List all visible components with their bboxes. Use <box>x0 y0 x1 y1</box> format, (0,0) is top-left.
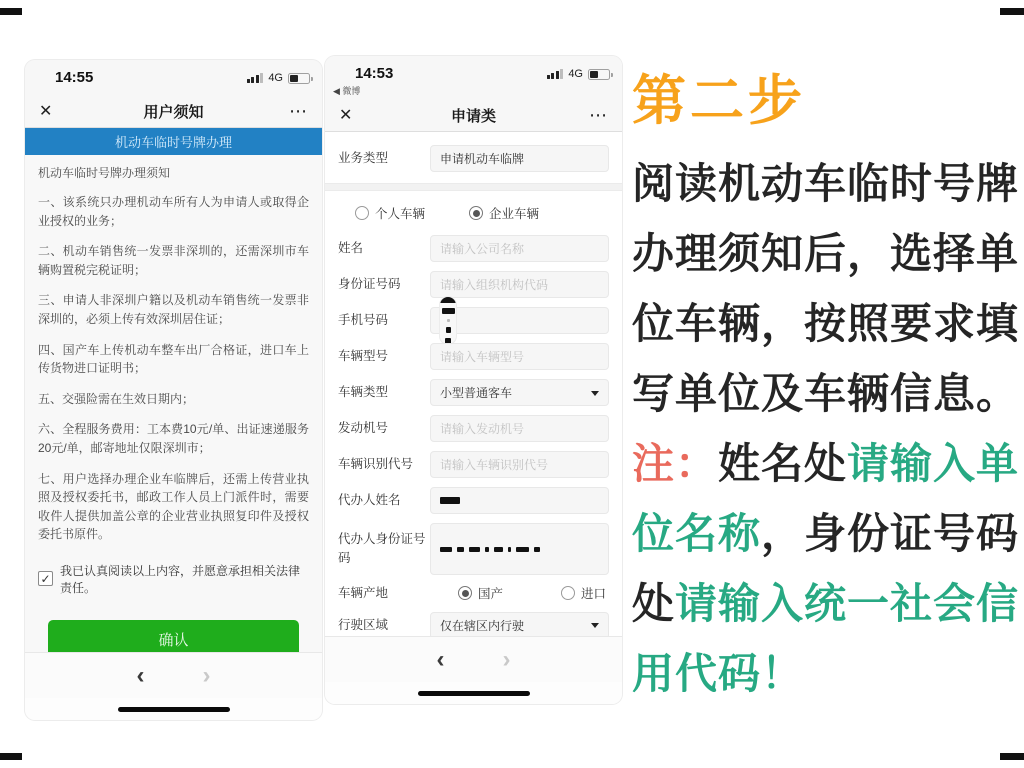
radio-domestic[interactable] <box>458 584 503 602</box>
edge-mark <box>1000 8 1024 15</box>
field-label: 发动机号 <box>338 421 389 436</box>
agreement-row <box>38 562 309 596</box>
vehicle-model-input[interactable] <box>430 343 609 370</box>
field-label: 业务类型 <box>338 151 389 166</box>
right-phone-screenshot <box>325 56 622 704</box>
id-number-input[interactable] <box>430 271 609 298</box>
annotation-line: 写单位及车辆信息。 <box>632 370 1020 417</box>
notice-item: 五、交强险需在生效日期内； <box>38 391 195 406</box>
back-to-app-indicator[interactable]: ◀ 微博 <box>333 86 361 96</box>
name-row <box>338 235 609 262</box>
vehicle-model-row <box>338 343 609 370</box>
home-indicator-area <box>325 682 622 704</box>
note-prefix: 注： <box>632 440 719 487</box>
vin-input[interactable] <box>430 451 609 478</box>
placeholder-text: 请输入车辆识别代号 <box>440 458 549 472</box>
agent-name-row <box>338 487 609 514</box>
agreement-checkbox[interactable]: ✓ <box>38 571 53 586</box>
placeholder-text: 请输入公司名称 <box>440 242 525 256</box>
field-label: 手机号码 <box>338 313 389 328</box>
engine-number-row <box>338 415 609 442</box>
field-label: 身份证号码 <box>338 277 401 292</box>
annotation-note-line <box>632 569 1024 639</box>
phone-number-row <box>338 307 609 334</box>
service-banner: 机动车临时号牌办理 <box>25 128 322 155</box>
placeholder-text: 请输入发动机号 <box>440 422 525 436</box>
radio-label: 个人车辆 <box>375 207 426 221</box>
step-title: 第二步 <box>632 71 806 131</box>
radio-circle-icon <box>355 206 369 220</box>
driving-area-select[interactable] <box>430 612 609 636</box>
notice-body <box>25 155 322 652</box>
agent-name-input[interactable] <box>430 487 609 514</box>
owner-type-radio-group <box>355 204 609 222</box>
radio-circle-selected-icon <box>458 586 472 600</box>
left-bottom-toolbar <box>25 652 322 698</box>
radio-company-vehicle[interactable] <box>469 204 539 222</box>
more-menu-icon[interactable]: ⋯ <box>589 105 608 126</box>
notice-title: 机动车临时号牌办理须知 <box>38 166 171 180</box>
notice-item: 二、机动车销售统一发票非深圳的，还需深圳市车辆购置税完税证明； <box>38 244 309 277</box>
note-segment: 用代码！ <box>632 650 805 697</box>
field-label: 车辆类型 <box>338 385 389 400</box>
section-separator <box>325 183 622 191</box>
radio-circle-icon <box>561 586 575 600</box>
close-icon[interactable]: ✕ <box>339 106 353 124</box>
field-label: 车辆识别代号 <box>338 457 414 472</box>
field-value: 申请机动车临牌 <box>440 152 525 166</box>
dropdown-caret-icon <box>591 391 599 396</box>
origin-row <box>338 584 609 603</box>
field-label: 车辆型号 <box>338 349 389 364</box>
confirm-button[interactable]: 确认 <box>48 620 299 652</box>
field-label: 行驶区域 <box>338 617 389 632</box>
radio-label: 国产 <box>478 587 504 602</box>
phone-number-input[interactable] <box>430 307 609 334</box>
note-segment: 姓名处 <box>718 440 848 487</box>
note-segment: 处 <box>632 580 676 627</box>
redacted-value <box>440 547 540 552</box>
more-menu-icon[interactable]: ⋯ <box>289 101 308 122</box>
network-type-label: 4G <box>268 72 283 84</box>
signal-strength-icon <box>247 73 264 83</box>
battery-icon <box>588 69 610 80</box>
origin-radio-group <box>430 584 609 602</box>
edge-mark <box>0 8 22 15</box>
right-bottom-toolbar <box>325 636 622 682</box>
clock: 14:53 <box>355 65 394 82</box>
home-indicator <box>118 707 230 712</box>
right-status-bar <box>325 56 622 100</box>
page-title: 申请类 <box>450 108 496 125</box>
edge-mark <box>0 753 22 760</box>
application-form <box>325 132 622 636</box>
network-type-label: 4G <box>568 68 583 80</box>
left-nav-bar <box>25 96 322 128</box>
back-chevron-icon[interactable]: ‹ <box>436 645 445 673</box>
field-label: 代办人姓名 <box>338 493 401 508</box>
note-segment: 请输入统一社会信 <box>675 580 1020 627</box>
note-segment: 位名称 <box>632 510 762 557</box>
business-type-input[interactable] <box>430 145 609 172</box>
annotation-note-line <box>632 639 1024 709</box>
redacted-value <box>440 297 456 344</box>
radio-circle-selected-icon <box>469 206 483 220</box>
selected-option: 仅在辖区内行驶 <box>440 618 525 633</box>
notice-item: 一、该系统只办理机动车所有人为申请人或取得企业授权的业务； <box>38 195 309 228</box>
annotation-note-line <box>632 499 1024 569</box>
radio-imported[interactable] <box>561 584 606 602</box>
redacted-value <box>440 497 460 504</box>
annotation-note-line <box>632 429 1024 499</box>
note-segment: ，身份证号码 <box>761 510 1020 557</box>
forward-chevron-icon[interactable]: › <box>502 645 511 673</box>
back-chevron-icon[interactable]: ‹ <box>136 661 145 689</box>
id-number-row <box>338 271 609 298</box>
forward-chevron-icon[interactable]: › <box>202 661 211 689</box>
battery-icon <box>288 73 310 84</box>
dropdown-caret-icon <box>591 623 599 628</box>
radio-personal-vehicle[interactable] <box>355 204 425 222</box>
annotation-line: 办理须知后，选择单 <box>632 230 1020 277</box>
name-input[interactable] <box>430 235 609 262</box>
left-status-bar <box>25 60 322 96</box>
field-label: 姓名 <box>338 241 364 256</box>
agreement-label: 我已认真阅读以上内容，并愿意承担相关法律责任。 <box>60 563 301 595</box>
selected-option: 小型普通客车 <box>440 386 513 400</box>
agent-id-row <box>338 523 609 575</box>
home-indicator <box>418 691 530 696</box>
placeholder-text: 请输入组织机构代码 <box>440 278 549 292</box>
field-label: 车辆产地 <box>338 586 389 600</box>
left-phone-screenshot <box>25 60 322 720</box>
vehicle-type-row <box>338 379 609 406</box>
radio-label: 企业车辆 <box>489 207 540 221</box>
signal-strength-icon <box>547 69 564 79</box>
notice-item: 六、全程服务费用：工本费10元/单、出证速递服务20元/单，邮寄地址仅限深圳市； <box>38 422 309 455</box>
annotation-line: 阅读机动车临时号牌 <box>632 160 1020 207</box>
right-nav-bar <box>325 100 622 132</box>
close-icon[interactable]: ✕ <box>39 102 53 120</box>
home-indicator-area <box>25 698 322 720</box>
agent-id-input[interactable] <box>430 523 609 575</box>
engine-number-input[interactable] <box>430 415 609 442</box>
edge-mark <box>1000 753 1024 760</box>
placeholder-text: 请输入车辆型号 <box>440 350 525 364</box>
vin-row <box>338 451 609 478</box>
step-annotation <box>632 58 1024 709</box>
radio-label: 进口 <box>581 587 607 602</box>
field-label: 代办人身份证号码 <box>338 532 426 565</box>
page-title: 用户须知 <box>143 104 204 121</box>
notice-item: 四、国产车上传机动车整车出厂合格证，进口车上传货物进口证明书； <box>38 342 309 376</box>
annotation-line: 位车辆，按照要求填 <box>632 300 1020 347</box>
notice-item: 三、申请人非深圳户籍以及机动车销售统一发票非深圳的，必须上传有效深圳居住证； <box>38 293 309 326</box>
business-type-row <box>338 145 609 172</box>
clock: 14:55 <box>55 69 94 86</box>
driving-area-row <box>338 612 609 636</box>
vehicle-type-select[interactable] <box>430 379 609 406</box>
notice-item: 七、用户选择办理企业车临牌后，还需上传营业执照及授权委托书，邮政工作人员上门派件时，需要收件人提供加盖公章的企业营业执照复印件及授权委托书原件。 <box>38 471 309 542</box>
note-segment: 请输入单 <box>847 440 1020 487</box>
